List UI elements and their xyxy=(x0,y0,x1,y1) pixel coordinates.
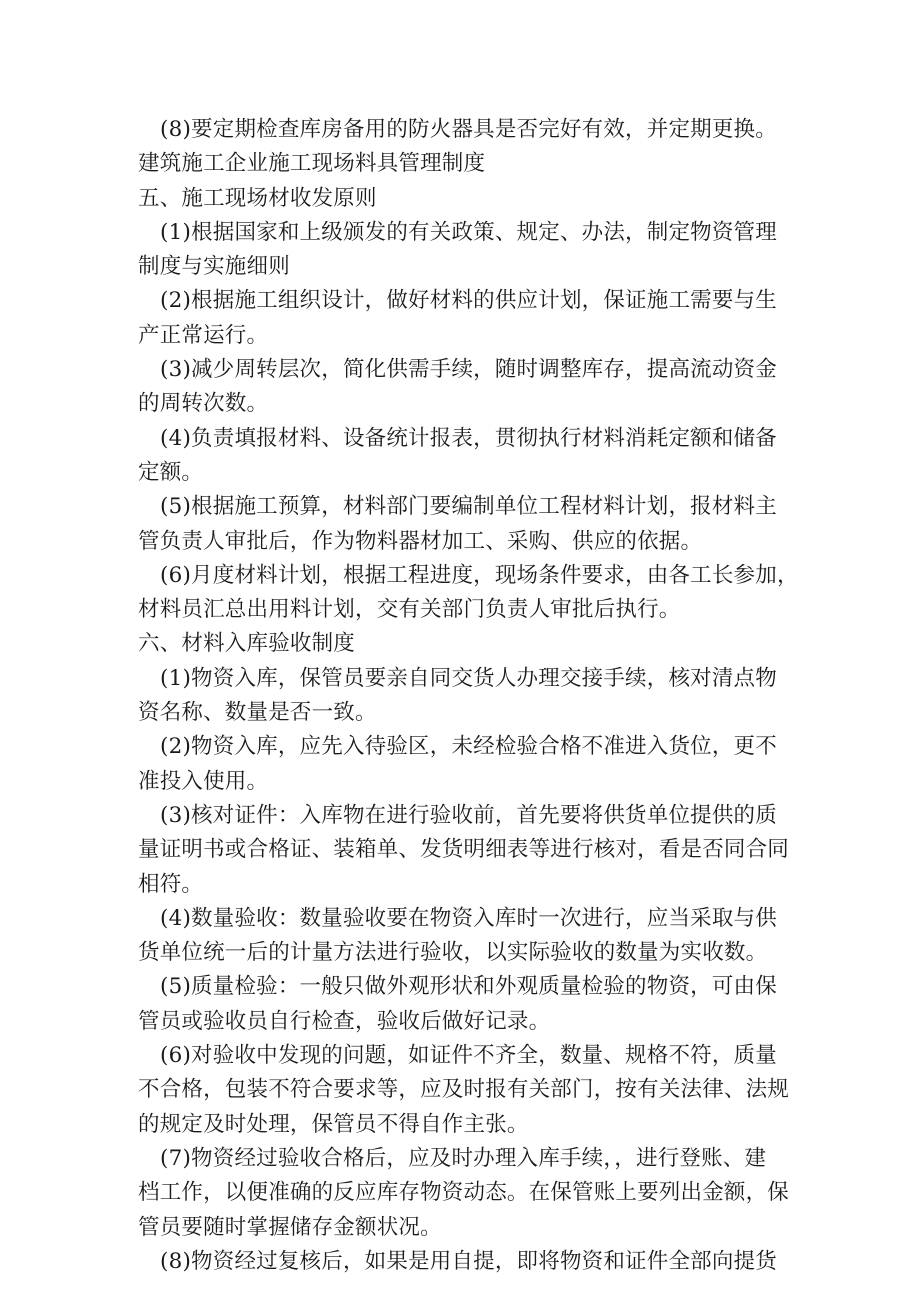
text-line: (5)根据施工预算，材料部门要编制单位工程材料计划，报材料主 xyxy=(160,494,777,520)
text-line: 档工作，以便准确的反应库存物资动态。在保管账上要列出金额，保 xyxy=(138,1180,790,1206)
text-line: 材料员汇总出用料计划，交有关部门负责人审批后执行。 xyxy=(138,597,681,623)
text-line: (5)质量检验：一般只做外观形状和外观质量检验的物资，可由保 xyxy=(160,974,777,1000)
text-line: 六、材料入库验收制度 xyxy=(138,631,356,657)
text-line: 的规定及时处理，保管员不得自作主张。 xyxy=(138,1111,529,1137)
text-line: 制度与实施细则 xyxy=(138,254,290,280)
text-line: (4)负责填报材料、设备统计报表，贯彻执行材料消耗定额和储备 xyxy=(160,425,777,451)
text-line: 不合格，包装不符合要求等，应及时报有关部门，按有关法律、法规 xyxy=(138,1077,790,1103)
document-body xyxy=(138,113,798,1279)
text-line: (3)核对证件：入库物在进行验收前，首先要将供货单位提供的质 xyxy=(160,802,777,828)
text-line: 相符。 xyxy=(138,871,204,897)
text-line: 货单位统一后的计量方法进行验收，以实际验收的数量为实收数。 xyxy=(138,940,768,966)
text-line: 量证明书或合格证、装箱单、发货明细表等进行核对，看是否同合同 xyxy=(138,837,790,863)
text-line: 准投入使用。 xyxy=(138,768,269,794)
text-line: (2)根据施工组织设计，做好材料的供应计划，保证施工需要与生 xyxy=(160,288,777,314)
text-line: (6)月度材料计划，根据工程进度，现场条件要求，由各工长参加， xyxy=(160,562,799,588)
text-line: (8)物资经过复核后，如果是用自提，即将物资和证件全部向提货 xyxy=(160,1248,777,1274)
text-line: (2)物资入库，应先入待验区，未经检验合格不准进入货位，更不 xyxy=(160,734,777,760)
text-line: (6)对验收中发现的问题，如证件不齐全，数量、规格不符，质量 xyxy=(160,1043,777,1069)
text-line: (7)物资经过验收合格后，应及时办理入库手续，，进行登账、建 xyxy=(160,1145,767,1171)
text-line: (4)数量验收：数量验收要在物资入库时一次进行，应当采取与供 xyxy=(160,905,777,931)
text-line: (3)减少周转层次，简化供需手续，随时调整库存，提高流动资金 xyxy=(160,357,777,383)
text-line: 管员要随时掌握储存金额状况。 xyxy=(138,1214,442,1240)
text-line: 五、施工现场材收发原则 xyxy=(138,185,377,211)
text-line: (1)物资入库，保管员要亲自同交货人办理交接手续，核对清点物 xyxy=(160,665,777,691)
text-line: 管员或验收员自行检查，验收后做好记录。 xyxy=(138,1008,551,1034)
text-line: 定额。 xyxy=(138,459,204,485)
text-line: 资名称、数量是否一致。 xyxy=(138,700,377,726)
text-line: 建筑施工企业施工现场料具管理制度 xyxy=(138,151,486,177)
text-line: 管负责人审批后，作为物料器材加工、采购、供应的依据。 xyxy=(138,528,703,554)
text-line: 的周转次数。 xyxy=(138,391,269,417)
text-line: 产正常运行。 xyxy=(138,322,269,348)
text-line: (8)要定期检查库房备用的防火器具是否完好有效，并定期更换。 xyxy=(160,117,777,142)
text-line: (1)根据国家和上级颁发的有关政策、规定、办法，制定物资管理 xyxy=(160,219,777,245)
